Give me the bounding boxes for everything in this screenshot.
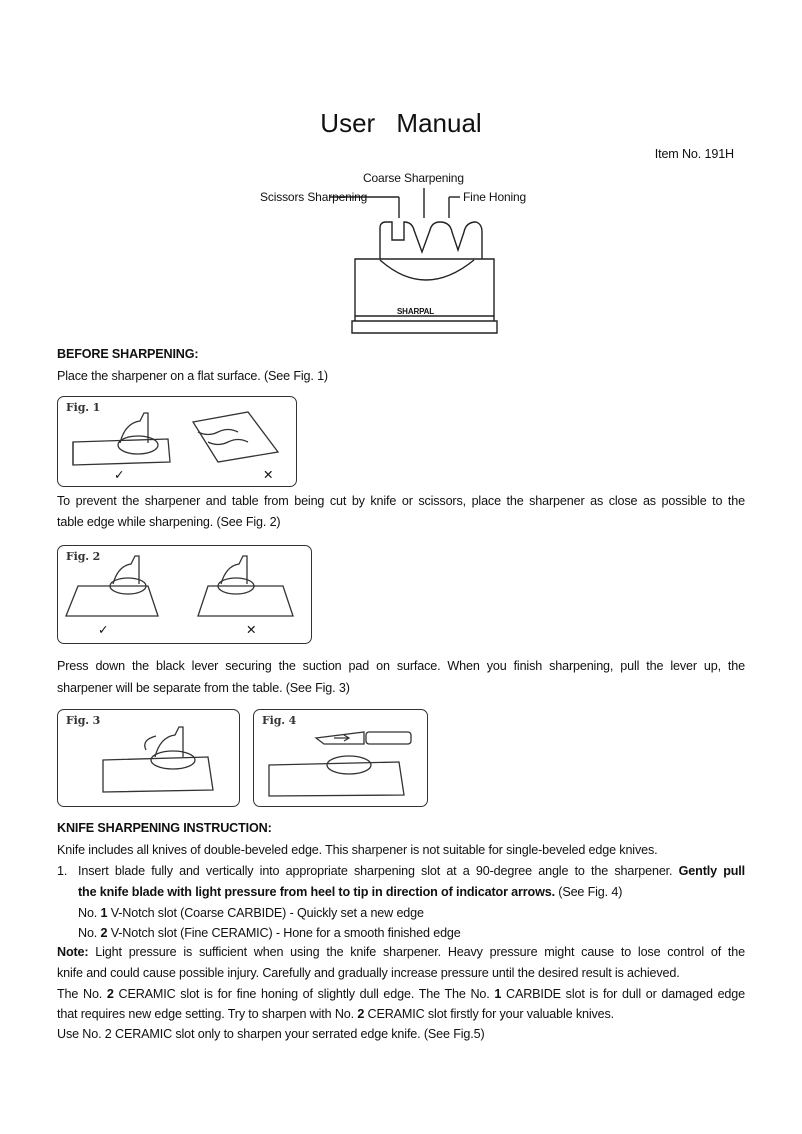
brand-logo: SHARPAL	[397, 307, 435, 316]
item-number: Item No. 191H	[654, 147, 734, 161]
figure-3	[57, 709, 240, 807]
knife-heading: KNIFE SHARPENING INSTRUCTION:	[57, 821, 272, 835]
paragraph: The No. 2 CERAMIC slot is for fine honing of slightly dull edge. The The No. 1 CARBIDE slot is for dull or damaged edge	[57, 987, 745, 1001]
figure-label: Fig. 1	[66, 401, 101, 414]
figure-1	[57, 396, 297, 487]
label-fine: Fine Honing	[463, 190, 527, 204]
check-icon: ✓	[114, 468, 125, 482]
paragraph: Place the sharpener on a flat surface. (See Fig. 1)	[57, 369, 328, 383]
text: (See Fig. 4)	[554, 885, 623, 899]
text: Insert blade fully and vertically into appropriate sharpening slot at a 90-degree angle to the sharpener.	[78, 864, 673, 878]
before-heading: BEFORE SHARPENING:	[57, 347, 199, 361]
cross-icon: ✕	[263, 468, 274, 482]
paragraph: Knife includes all knives of double-beveled edge. This sharpener is not suitable for single-beveled edge knives.	[57, 843, 658, 857]
slot-1-line: No. 1 V-Notch slot (Coarse CARBIDE) - Quickly set a new edge	[78, 906, 424, 920]
paragraph: that requires new edge setting. Try to sharpen with No. 2 CERAMIC slot firstly for your valuable knives.	[57, 1007, 614, 1021]
figure-2	[57, 545, 312, 644]
figure-label: Fig. 2	[66, 550, 101, 563]
list-number: 1.	[57, 864, 68, 878]
check-icon: ✓	[98, 623, 109, 637]
paragraph: Use No. 2 CERAMIC slot only to sharpen your serrated edge knife. (See Fig.5)	[57, 1027, 485, 1041]
bold-text: Gently pull	[678, 864, 745, 878]
figure-label: Fig. 3	[66, 714, 101, 727]
bold-text: the knife blade with light pressure from heel to tip in direction of indicator arrows.	[78, 885, 555, 899]
label-scissors: Scissors Sharpening	[260, 190, 368, 204]
paragraph: To prevent the sharpener and table from being cut by knife or scissors, place the sharpener as close as possible to the	[57, 494, 745, 508]
label-coarse: Coarse Sharpening	[363, 171, 464, 185]
product-diagram	[255, 168, 545, 343]
cross-icon: ✕	[246, 623, 257, 637]
figure-4	[253, 709, 428, 807]
figure-label: Fig. 4	[262, 714, 297, 727]
paragraph: knife and could cause possible injury. Carefully and gradually increase pressure until the desired result is achieved.	[57, 966, 680, 980]
page-title: User Manual	[320, 108, 482, 138]
paragraph: sharpener will be separate from the table. (See Fig. 3)	[57, 681, 350, 695]
list-item-1	[57, 864, 745, 878]
paragraph: table edge while sharpening. (See Fig. 2)	[57, 515, 281, 529]
note-line: Note: Light pressure is sufficient when using the knife sharpener. Heavy pressure might cause to lose control of the	[57, 945, 745, 959]
slot-2-line: No. 2 V-Notch slot (Fine CERAMIC) - Hone for a smooth finished edge	[78, 926, 461, 940]
paragraph: Press down the black lever securing the suction pad on surface. When you finish sharpening, pull the lever up, the	[57, 659, 745, 673]
